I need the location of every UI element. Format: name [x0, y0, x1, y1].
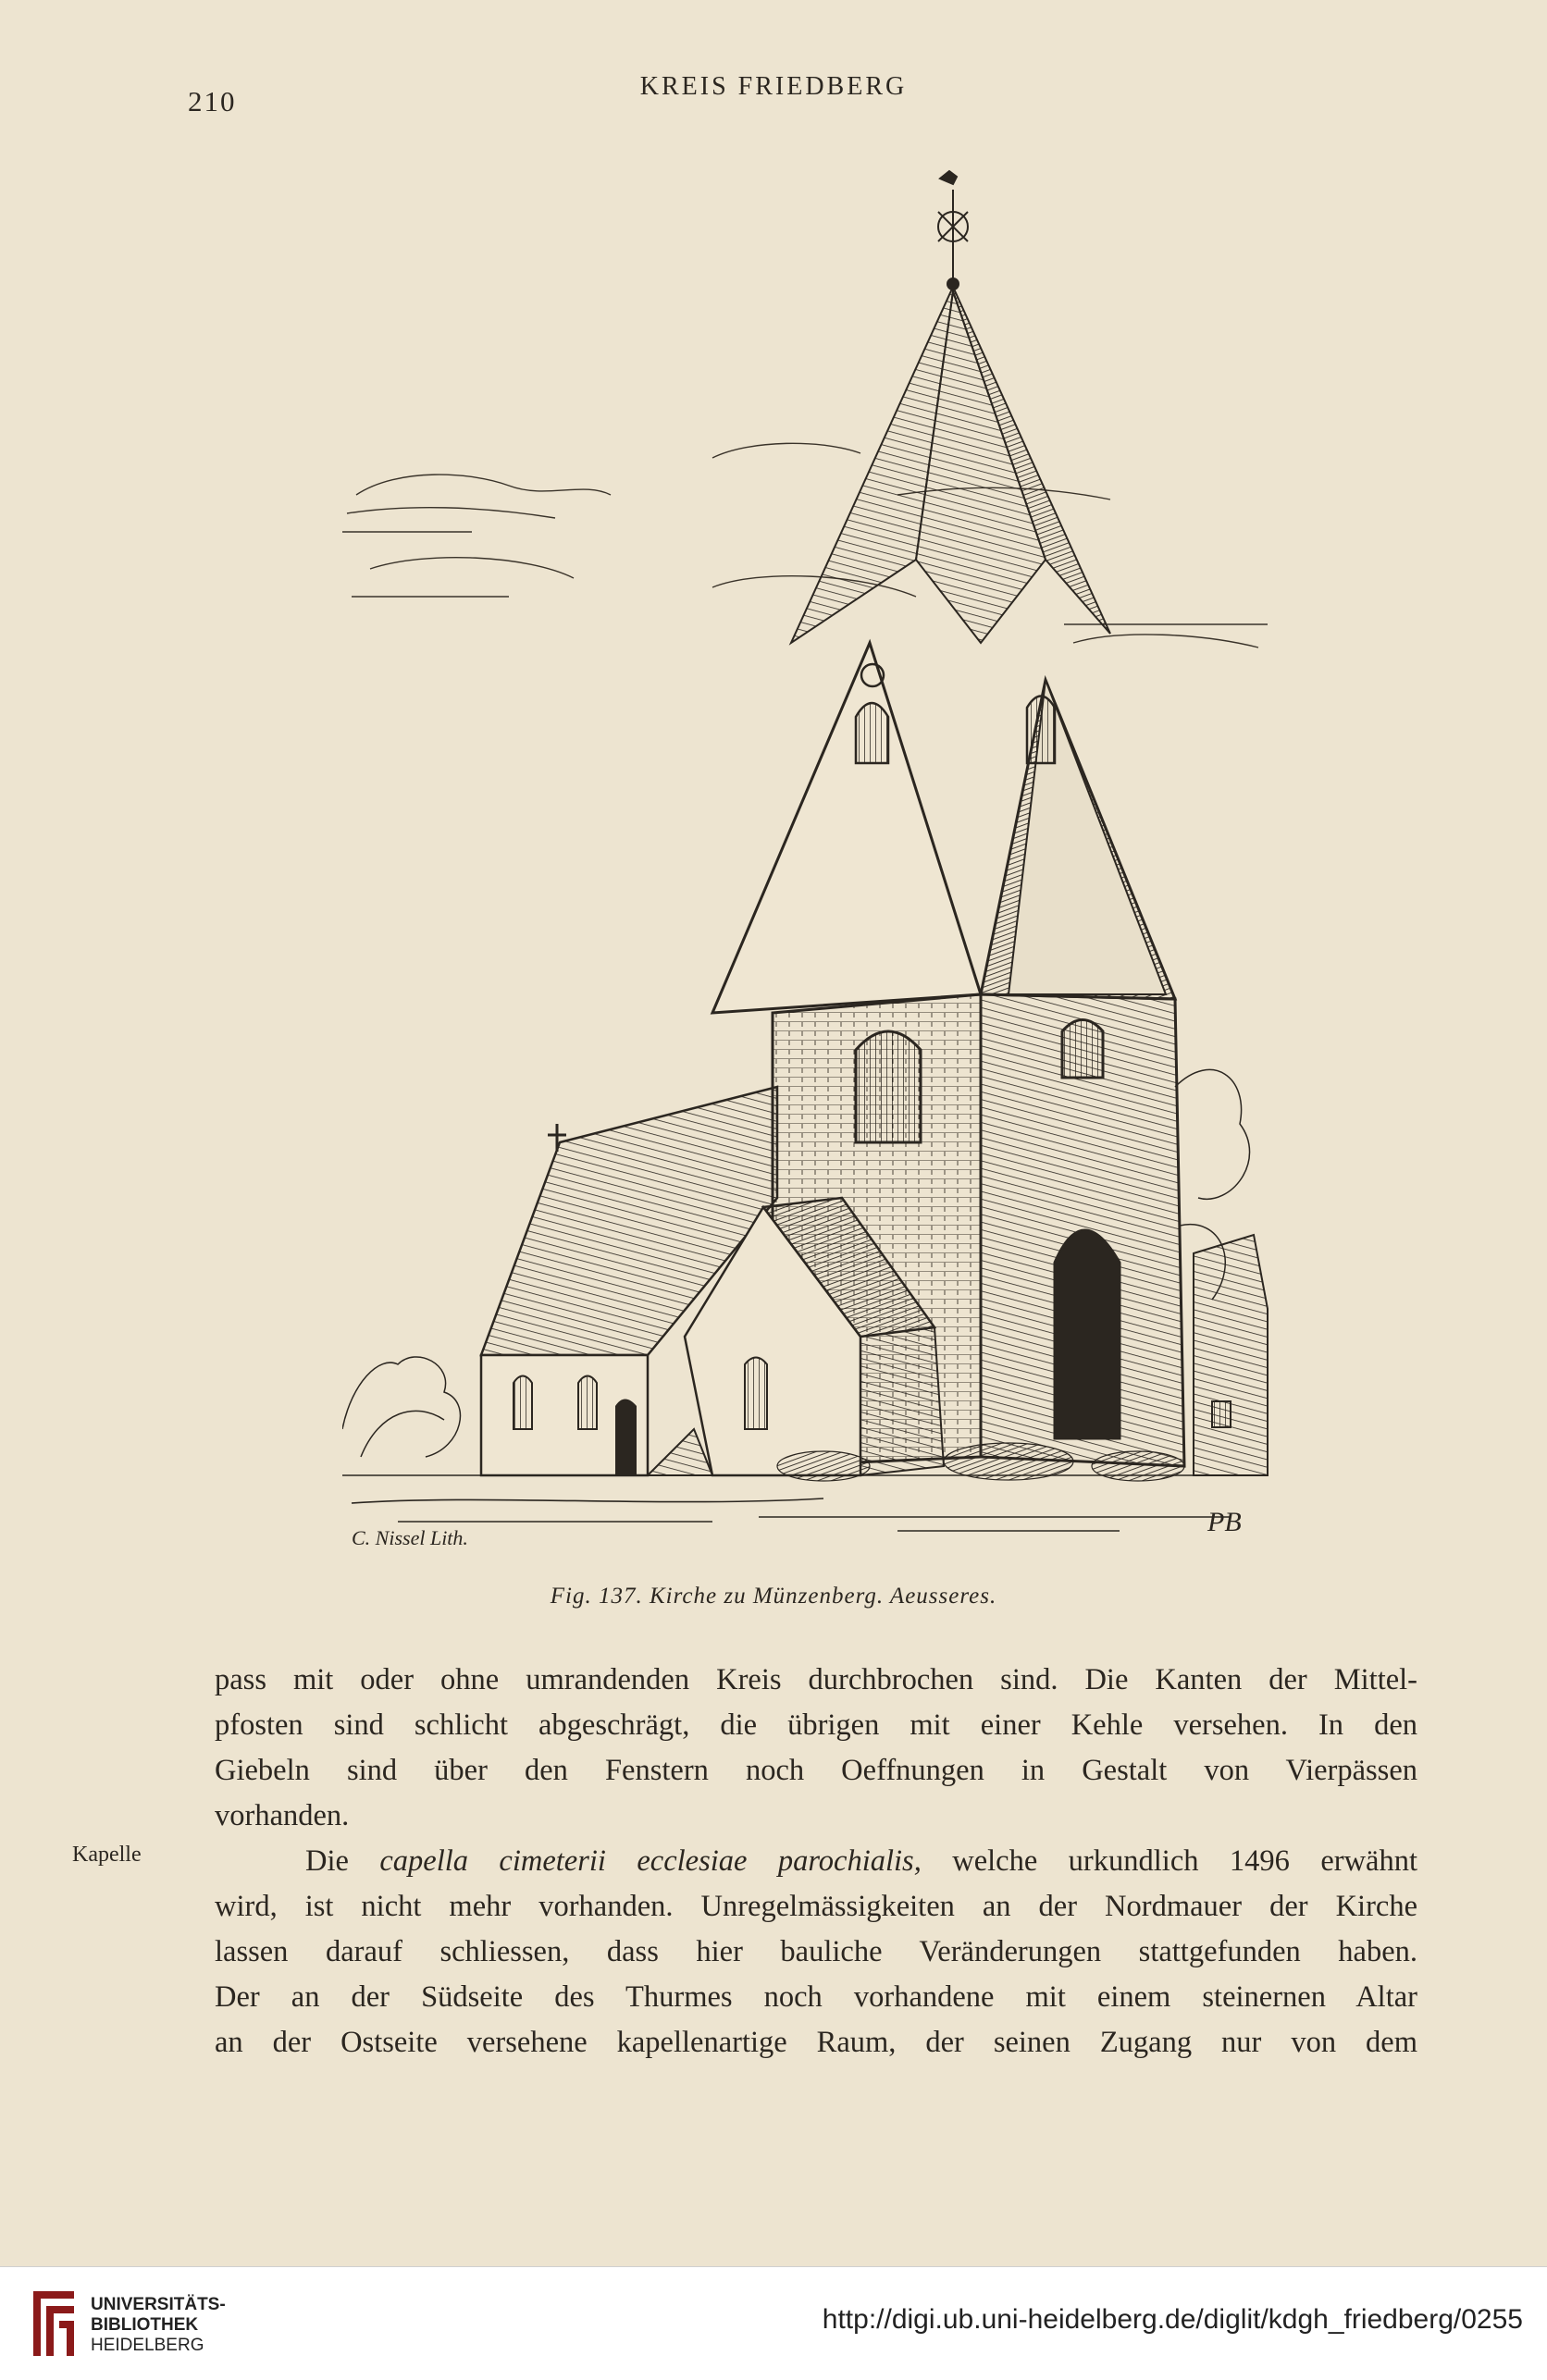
para2-latin-term: capella cimeterii ecclesiae parochialis,: [379, 1844, 922, 1878]
library-name-line-2: BIBLIOTHEK: [91, 2315, 199, 2335]
neighbor-house-window: [1212, 1401, 1231, 1427]
artist-monogram: PB: [1207, 1507, 1242, 1537]
church-drawing: [342, 162, 1286, 1572]
library-name-line-1: UNIVERSITÄTS-: [91, 2295, 226, 2314]
para2-prefix: Die: [305, 1844, 380, 1878]
source-url[interactable]: http://digi.ub.uni-heidelberg.de/diglit/kdgh_friedberg/0255: [822, 2304, 1523, 2335]
body-line-9: an der Ostseite versehene kapellenartige Raum, der seinen Zugang nur von dem: [215, 2026, 1417, 2059]
exterior-stairs: [648, 1429, 712, 1475]
figure-caption: Fig. 137. Kirche zu Münzenberg. Aeusseres.: [550, 1584, 997, 1609]
library-footer: [0, 2266, 1547, 2380]
body-text: [215, 1658, 1417, 2066]
page-number: 210: [188, 85, 237, 117]
chapel-side-wall: [860, 1327, 944, 1475]
nave-window-2: [578, 1376, 597, 1430]
running-head: KREIS FRIEDBERG: [639, 72, 908, 101]
chapel-window: [745, 1358, 767, 1430]
tower-window-side: [1062, 1020, 1103, 1079]
ground-lines: [342, 1475, 1268, 1531]
neighbor-house: [1194, 1235, 1268, 1475]
nave-door: [615, 1400, 637, 1476]
gable-window-left: [856, 703, 888, 763]
library-name-line-3: HEIDELBERG: [91, 2336, 204, 2355]
body-line-3: Giebeln sind über den Fenstern noch Oeffnungen in Gestalt von Vierpässen: [215, 1754, 1417, 1787]
tower-gable-left: [712, 643, 981, 1013]
gable-window-right: [1027, 697, 1055, 764]
body-line-8: Der an der Südseite des Thurmes noch vorhandene mit einem steinernen Altar: [215, 1980, 1417, 2014]
university-library-logo-icon: [28, 2284, 80, 2363]
artist-signature: C. Nissel Lith.: [352, 1526, 468, 1549]
body-line-1: pass mit oder ohne umrandenden Kreis durchbrochen sind. Die Kanten der Mittel-: [215, 1663, 1417, 1696]
church-illustration: [342, 162, 1286, 1572]
margin-note: Kapelle: [72, 1843, 142, 1867]
body-line-6: wird, ist nicht mehr vorhanden. Unregelmässigkeiten an der Nordmauer der Kirche: [215, 1890, 1417, 1923]
body-line-4: vorhanden.: [215, 1799, 350, 1832]
nave-window-1: [514, 1376, 532, 1430]
tower-portal-side: [1055, 1230, 1120, 1438]
library-name: [91, 2295, 226, 2356]
body-line-5: [215, 1839, 1417, 1884]
para2-suffix: welche urkundlich 1496 erwähnt: [921, 1844, 1417, 1878]
weather-vane: [938, 171, 968, 290]
tower-window-front: [856, 1031, 921, 1142]
body-line-7: lassen darauf schliessen, dass hier bauliche Veränderungen stattgefunden haben.: [215, 1935, 1417, 1968]
body-line-2: pfosten sind schlicht abgeschrägt, die übrigen mit einer Kehle versehen. In den: [215, 1708, 1417, 1742]
